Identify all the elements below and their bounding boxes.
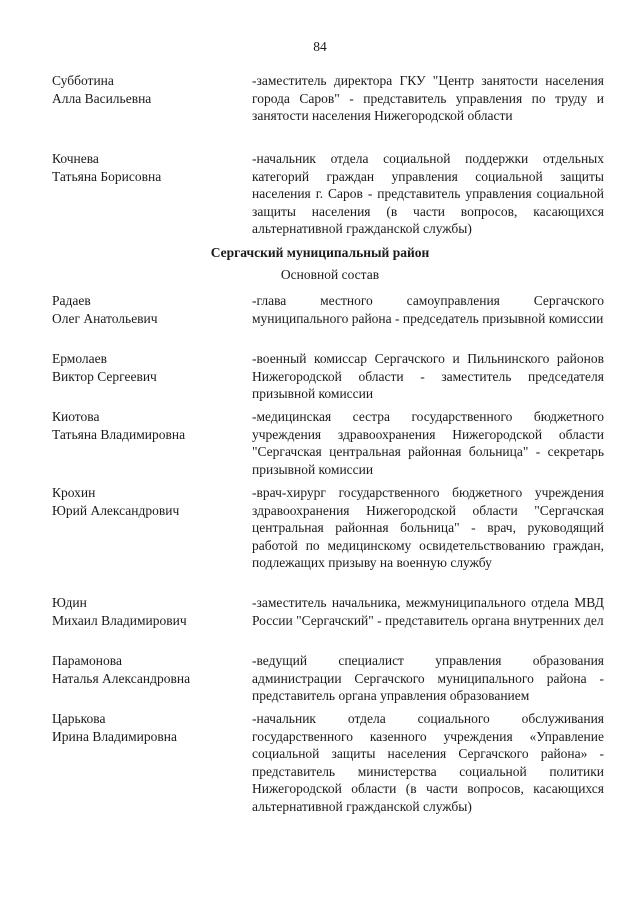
member-name xyxy=(52,594,252,629)
member-given-name: Олег Анатольевич xyxy=(52,310,158,326)
member-name xyxy=(52,150,252,238)
member-entry xyxy=(52,292,604,327)
member-entry xyxy=(52,408,604,478)
member-surname: Юдин xyxy=(52,595,87,610)
member-role: -заместитель начальника, межмуниципального отдела МВД России "Сергачский" - представитель органа внутренних дел xyxy=(252,595,604,628)
member-role: -медицинская сестра государственного бюджетного учреждения здравоохранения Нижегородской области "Сергачская центральная районная больница" - секретарь призывной комиссии xyxy=(252,409,604,477)
member-given-name: Ирина Владимировна xyxy=(52,728,178,744)
member-name xyxy=(52,484,252,572)
member-given-name: Татьяна Владимировна xyxy=(52,426,186,442)
member-entry xyxy=(52,350,604,403)
section-title: Сергачский муниципальный район xyxy=(210,245,430,260)
member-name xyxy=(52,710,252,815)
member-entry xyxy=(52,594,604,629)
member-entry xyxy=(52,652,604,705)
member-entry xyxy=(52,484,604,572)
member-given-name: Виктор Сергеевич xyxy=(52,368,157,384)
entry-block xyxy=(52,594,604,629)
subsection-title: Основной состав xyxy=(280,267,380,282)
entry-block xyxy=(52,72,604,125)
member-surname: Субботина xyxy=(52,73,114,88)
member-surname: Крохин xyxy=(52,485,96,500)
member-surname: Парамонова xyxy=(52,653,122,668)
member-name xyxy=(52,408,252,478)
member-given-name: Михаил Владимирович xyxy=(52,612,187,628)
member-role: -глава местного самоуправления Сергачского муниципального района - председатель призывной комиссии xyxy=(252,293,604,326)
member-name xyxy=(52,292,252,327)
member-name xyxy=(52,350,252,403)
entry-block xyxy=(52,350,604,403)
member-entry xyxy=(52,150,604,238)
entry-block xyxy=(52,484,604,572)
member-entry xyxy=(52,72,604,125)
entry-block xyxy=(52,292,604,327)
entry-block xyxy=(52,408,604,478)
member-surname: Ермолаев xyxy=(52,351,108,366)
member-given-name: Татьяна Борисовна xyxy=(52,168,162,184)
member-surname: Кочнева xyxy=(52,151,99,166)
entry-block xyxy=(52,710,604,815)
member-role: -врач-хирург государственного бюджетного учреждения здравоохранения Нижегородской области "Сергачская центральная районная больница" - врач, руководящий работой по медицинскому освидетельствованию граждан, подлежащих призыву на военную службу xyxy=(252,485,604,570)
member-surname: Царькова xyxy=(52,711,106,726)
member-role: -военный комиссар Сергачского и Пильнинского районов Нижегородской области - заместитель председателя призывной комиссии xyxy=(252,351,604,401)
member-role: -начальник отдела социальной поддержки отдельных категорий граждан управления социальной защиты населения г. Саров - представитель управления социальной защиты населения (в части вопросов, касающихся альтернативной гражданской службы) xyxy=(252,151,604,236)
member-role: -ведущий специалист управления образования администрации Сергачского муниципального района - представитель органа управления образованием xyxy=(252,653,604,703)
page-number: 84 xyxy=(313,39,327,54)
entry-block xyxy=(52,652,604,705)
entry-block xyxy=(52,150,604,238)
member-given-name: Юрий Александрович xyxy=(52,502,180,518)
member-given-name: Наталья Александровна xyxy=(52,670,191,686)
member-role: -заместитель директора ГКУ "Центр занятости населения города Саров" - представитель управления по труду и занятости населения Нижегородской области xyxy=(252,73,604,123)
member-entry xyxy=(52,710,604,815)
member-name xyxy=(52,652,252,705)
member-name xyxy=(52,72,252,125)
member-given-name: Алла Васильевна xyxy=(52,90,152,106)
member-surname: Радаев xyxy=(52,293,91,308)
member-role: -начальник отдела социального обслуживания государственного казенного учреждения «Управление социальной защиты населения Сергачского района» - представитель министерства социальной политики Нижегородской области (в части вопросов, касающихся альтернативной гражданской службы) xyxy=(252,711,604,814)
member-surname: Киотова xyxy=(52,409,100,424)
